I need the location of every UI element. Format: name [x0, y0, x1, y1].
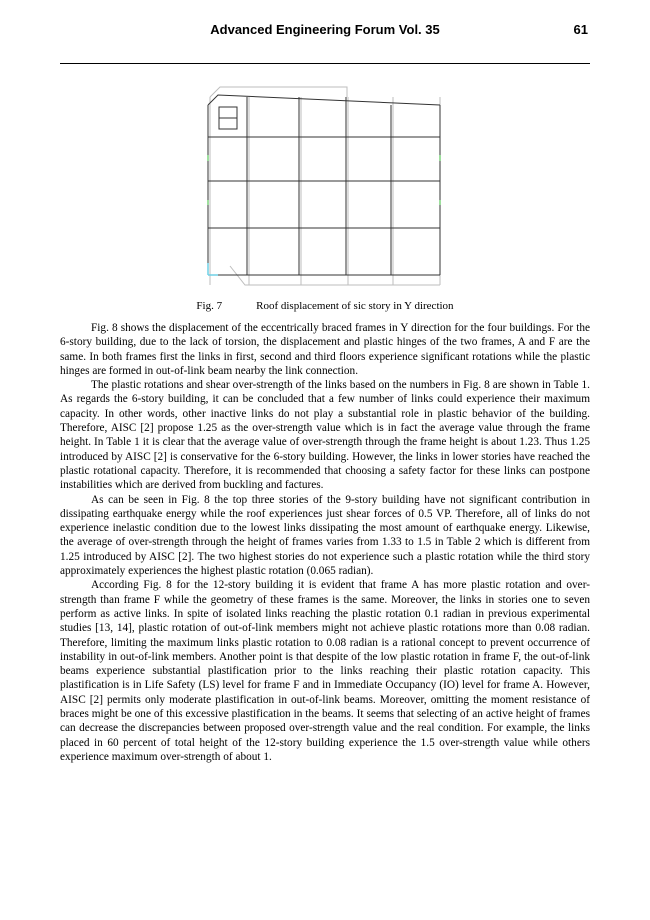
- paragraph: As can be seen in Fig. 8 the top three stories of the 9-story building have not significant contribution in dissipating earthquake energy while the roof experiences just shear forces of 0.5 VP. Therefore, all of links do not experience inelastic condition due to the lowest links dissipating the most amount of earthquake energy. Likewise, the average of over-strength through the height of frames varies from 1.33 to 1.5 in Table 2 which is different from 1.25 introduced by AISC [2]. The two highest stories do not experience such a plastic rotation while the third story approximately experiences the highest plastic rotation (0.065 radian).: [60, 493, 590, 578]
- figure-caption: [0, 300, 650, 312]
- page-number: 61: [573, 22, 588, 37]
- header-rule: [60, 63, 590, 64]
- page-header: [0, 22, 650, 42]
- journal-title: Advanced Engineering Forum Vol. 35: [210, 22, 440, 37]
- paragraph: Fig. 8 shows the displacement of the eccentrically braced frames in Y direction for the four buildings. For the 6-story building, due to the lack of torsion, the displacement and plastic hinges of the two frames, A and F are the same. In both frames first the links in first, second and third floors experience significant rotations while the plastic hinges are formed in out-of-link beam nearby the link connection.: [60, 322, 590, 377]
- deformed-grid: [208, 95, 440, 275]
- figure-label: Fig. 7: [196, 300, 223, 312]
- figure-roof-displacement: [200, 85, 448, 290]
- paragraph: The plastic rotations and shear over-strength of the links based on the numbers in Fig. 8 are shown in Table 1. As regards the 6-story building, it can be concluded that a few number of links could experience their maximum capacity. In other words, other inactive links do not play a substantial role in plastic behavior of the building. Therefore, AISC [2] propose 1.25 as the over-strength value which is in fact the average value through the frame height. In Table 1 it is clear that the average value of over-strength through the frame height is about 1.23. Thus 1.25 introduced by AISC [2] is conservative for the 6-story building. However, the links in lower stories have reached the plastic rotational capacity. Therefore, it is recommended that choosing a safety factor for these links can postpone instabilities which are derived from buckling and factures.: [60, 379, 590, 492]
- body-text: [60, 321, 590, 764]
- displacement-plot: [200, 85, 448, 290]
- hinge-marks: [208, 155, 440, 205]
- figure-caption-text: Roof displacement of sic story in Y direction: [256, 300, 454, 312]
- undeformed-grid: [210, 87, 440, 285]
- paragraph: According Fig. 8 for the 12-story building it is evident that frame A has more plastic rotation and over-strength than frame F while the geometry of these frames is the same. Moreover, the links in stories one to seven perform as active links. In spite of isolated links reaching the plastic rotation 0.1 radian in previous experimental studies [13, 14], plastic rotation of out-of-link members might not achieve plastic rotations more than 0.08 radian. Therefore, limiting the maximum links plastic rotation to 0.08 radian is a rational concept to prevent occurrence of instability in out-of-link members. Another point is that despite of the low plastic rotation in frame F, the out-of-link beams experience substantial plastification prior to the links reaching their plastic rotation capacity. This plastification is in Life Safety (LS) level for frame F and in Immediate Occupancy (IO) level for frame A. However, AISC [2] permits only moderate plastification in out-of-link beams. Moreover, omitting the moment resistance of braces might be one of this excessive plastification in the beams. It seems that selecting of an active height of frames can decrease the discrepancies between proposed over-strength value and the real condition. For example, the links placed in 60 percent of total height of the 12-story building experience the 1.5 over-strength value while others experience maximum over-strength of about 1.: [60, 579, 590, 763]
